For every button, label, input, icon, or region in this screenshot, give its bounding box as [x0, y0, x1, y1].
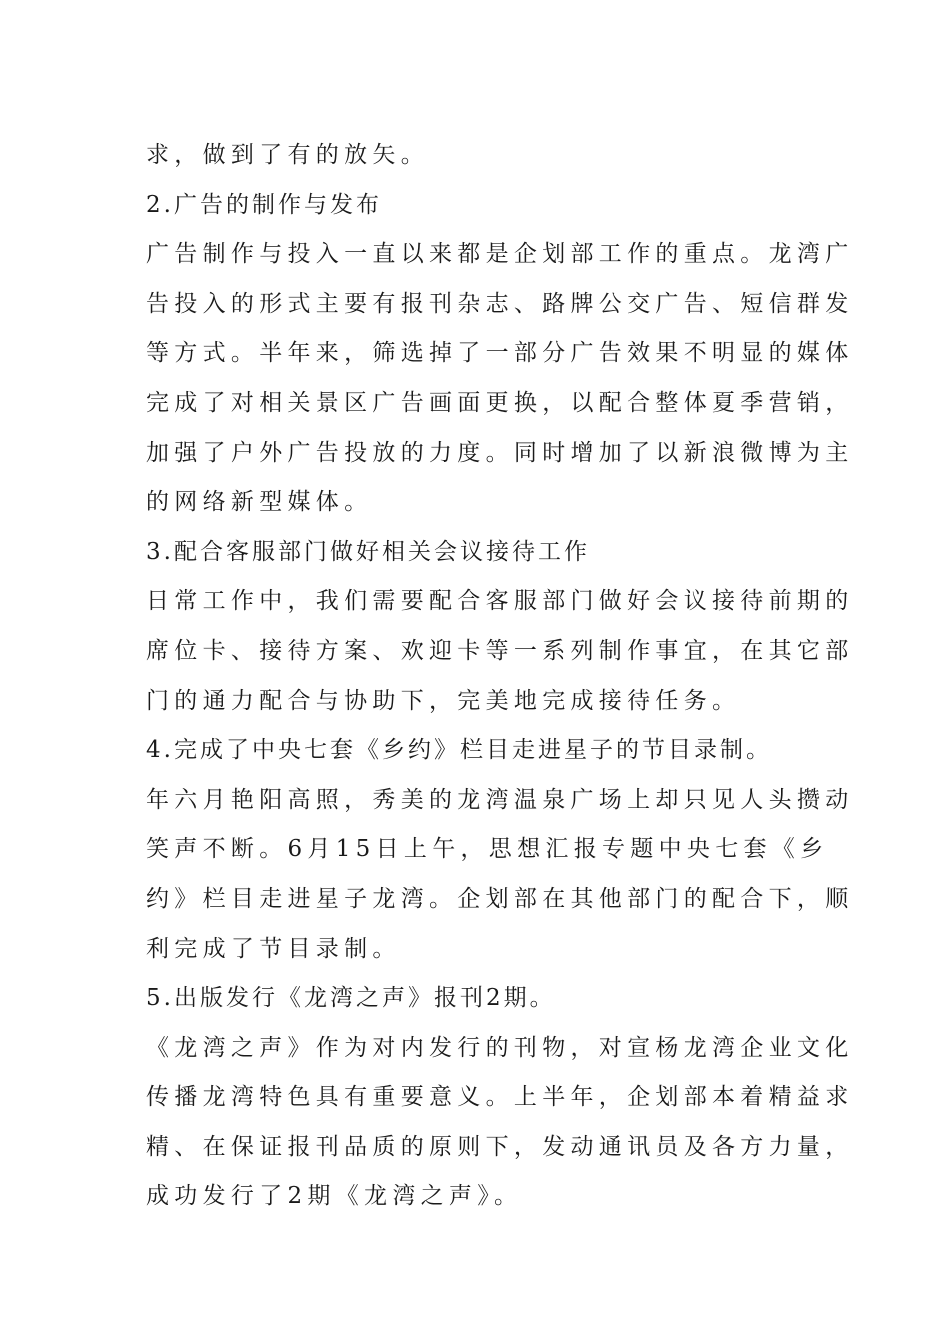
paragraph-line: 求，做到了有的放矢。 — [146, 142, 429, 168]
paragraph-line: 广告制作与投入一直以来都是企划部工作的重点。龙湾广 — [146, 241, 854, 268]
paragraph-line: 完成了对相关景区广告画面更换，以配合整体夏季营销， — [146, 389, 854, 416]
paragraph-line: 席位卡、接待方案、欢迎卡等一系列制作事宜，在其它部 — [146, 637, 854, 664]
section-heading: 2.广告的制作与发布 — [146, 191, 382, 218]
paragraph-line: 笑声不断。6月15日上午，思想汇报专题中央七套《乡 — [146, 836, 829, 863]
paragraph-line: 约》栏目走进星子龙湾。企划部在其他部门的配合下，顺 — [146, 885, 854, 912]
paragraph-line: 《龙湾之声》作为对内发行的刊物，对宣杨龙湾企业文化 — [146, 1034, 854, 1061]
paragraph-line: 等方式。半年来，筛选掉了一部分广告效果不明显的媒体 — [146, 340, 854, 367]
paragraph-line: 成功发行了2期《龙湾之声》。 — [146, 1183, 523, 1210]
paragraph-line: 传播龙湾特色具有重要意义。上半年，企划部本着精益求 — [146, 1084, 854, 1111]
paragraph-line: 告投入的形式主要有报刊杂志、路牌公交广告、短信群发 — [146, 290, 854, 317]
paragraph-line: 利完成了节目录制。 — [146, 935, 401, 962]
paragraph-line: 日常工作中，我们需要配合客服部门做好会议接待前期的 — [146, 588, 854, 615]
document-body — [146, 131, 854, 1222]
paragraph-line: 加强了户外广告投放的力度。同时增加了以新浪微博为主 — [146, 439, 854, 466]
section-heading: 5.出版发行《龙湾之声》报刊2期。 — [146, 985, 556, 1012]
paragraph-line: 精、在保证报刊品质的原则下，发动通讯员及各方力量， — [146, 1133, 854, 1160]
paragraph-line: 的网络新型媒体。 — [146, 489, 373, 516]
paragraph-line: 年六月艳阳高照，秀美的龙湾温泉广场上却只见人头攒动 — [146, 786, 854, 813]
section-heading: 3.配合客服部门做好相关会议接待工作 — [146, 538, 590, 565]
paragraph-line: 门的通力配合与协助下，完美地完成接待任务。 — [146, 687, 741, 714]
section-heading: 4.完成了中央七套《乡约》栏目走进星子的节目录制。 — [146, 737, 772, 764]
